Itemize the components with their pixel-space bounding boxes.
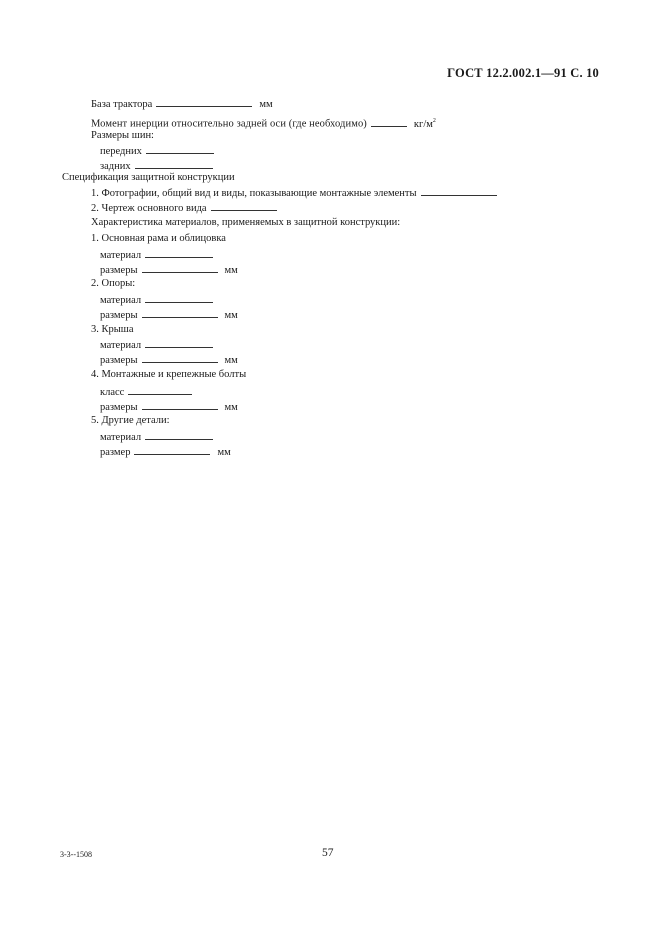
roof-material-line [100, 338, 217, 353]
drawing-line [91, 201, 281, 216]
rear-tires-blank[interactable] [135, 159, 213, 169]
frame-sizes-line [100, 263, 238, 278]
roof-material-blank[interactable] [145, 338, 213, 348]
supports-sizes-unit: мм [224, 310, 238, 321]
tractor-base-line [91, 97, 273, 112]
bolts-class-label: класс [100, 387, 125, 398]
other-size-blank[interactable] [134, 445, 210, 455]
roof-sizes-unit: мм [224, 355, 238, 366]
supports-sizes-blank[interactable] [142, 308, 218, 318]
other-material-blank[interactable] [145, 430, 213, 440]
bolts-sizes-label: размеры [100, 402, 138, 413]
frame-material-label: материал [100, 250, 142, 261]
bolts-heading: 4. Монтажные и крепежные болты [91, 369, 247, 380]
tractor-base-label: База трактора [91, 99, 153, 110]
supports-sizes-line [100, 308, 238, 323]
materials-heading: Характеристика материалов, применяемых в защитной конструкции: [91, 217, 401, 228]
inertia-label: Момент инерции относительно задней оси (где необходимо) [91, 118, 367, 130]
frame-material-line [100, 248, 217, 263]
photos-label: 1. Фотографии, общий вид и виды, показывающие монтажные элементы [91, 188, 417, 199]
tractor-base-unit: мм [259, 99, 273, 110]
other-material-line [100, 430, 217, 445]
inertia-blank[interactable] [371, 117, 407, 127]
other-size-label: размер [100, 447, 131, 458]
tractor-base-blank[interactable] [156, 97, 252, 107]
roof-material-label: материал [100, 340, 142, 351]
drawing-blank[interactable] [211, 201, 277, 211]
bolts-sizes-blank[interactable] [142, 400, 218, 410]
supports-material-label: материал [100, 295, 142, 306]
supports-material-line [100, 293, 217, 308]
tire-sizes-heading: Размеры шин: [91, 130, 154, 141]
supports-sizes-label: размеры [100, 310, 138, 321]
frame-sizes-blank[interactable] [142, 263, 218, 273]
front-tires-label: передних [100, 146, 142, 157]
supports-material-blank[interactable] [145, 293, 213, 303]
print-code: 3-3--1508 [60, 850, 92, 859]
other-size-line [100, 445, 231, 460]
photos-blank[interactable] [421, 186, 497, 196]
front-tires-blank[interactable] [146, 144, 214, 154]
frame-heading: 1. Основная рама и облицовка [91, 233, 226, 244]
roof-heading: 3. Крыша [91, 324, 134, 335]
frame-material-blank[interactable] [145, 248, 213, 258]
frame-sizes-unit: мм [224, 265, 238, 276]
inertia-unit: кг/м [413, 118, 433, 130]
frame-sizes-label: размеры [100, 265, 138, 276]
page-number: 57 [322, 847, 334, 859]
drawing-label: 2. Чертеж основного вида [91, 203, 207, 214]
bolts-sizes-unit: мм [224, 402, 238, 413]
roof-sizes-line [100, 353, 238, 368]
document-reference: ГОСТ 12.2.002.1—91 С. 10 [447, 66, 599, 80]
photos-line [91, 186, 501, 201]
other-material-label: материал [100, 432, 142, 443]
other-parts-heading: 5. Другие детали: [91, 415, 170, 426]
roof-sizes-blank[interactable] [142, 353, 218, 363]
bolts-class-line [100, 385, 196, 400]
bolts-sizes-line [100, 400, 238, 415]
supports-heading: 2. Опоры: [91, 278, 136, 289]
bolts-class-blank[interactable] [128, 385, 192, 395]
other-size-unit: мм [217, 447, 231, 458]
protective-spec-heading: Спецификация защитной конструкции [62, 172, 235, 183]
rear-tires-label: задних [100, 161, 131, 172]
roof-sizes-label: размеры [100, 355, 138, 366]
inertia-unit-exponent: 2 [432, 118, 436, 124]
front-tires-line [100, 144, 218, 159]
